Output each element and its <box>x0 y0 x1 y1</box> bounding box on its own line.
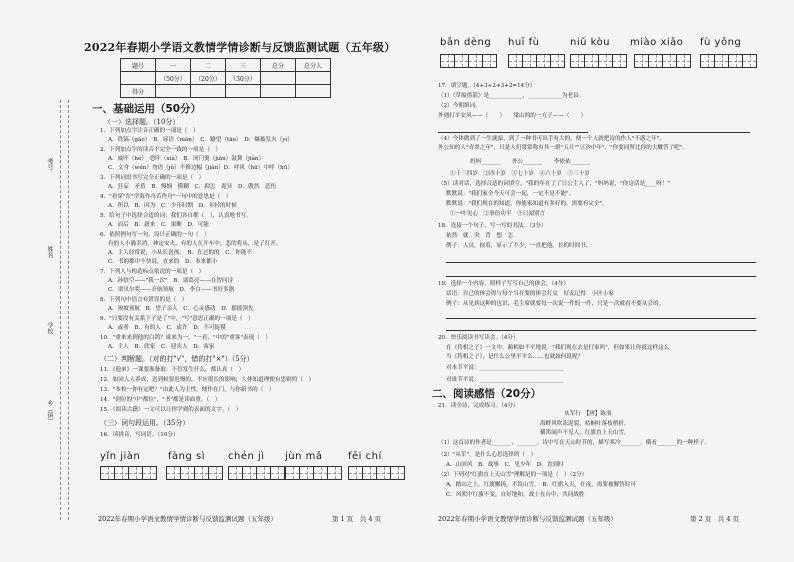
question-16: 16．读拼音，写词语。（10分） <box>100 432 179 438</box>
question-17-9: 默默说："我们现在的知道，你能家知道有多好的，需要有完全"。 <box>446 201 608 207</box>
question-6-options-a: A．主人经常说，小从长送孩。 B．在过的的 C．你能不 <box>108 250 252 256</box>
answer-grid-bandeng[interactable] <box>440 54 496 68</box>
question-4-options: A．所以 B．因为 C．少年时期 D．年轻的时候 <box>108 203 237 209</box>
question-20-4: 对谁节平说：______________________________ <box>446 377 564 383</box>
question-1-options: A．铁镐（gǎo） B．谚语（nián） C．瞭望（tāo） D．爆搐发火（yì） <box>108 137 293 143</box>
section2-heading: 二、阅读感悟（20分） <box>432 388 542 400</box>
answer-grid-fangsi[interactable] <box>166 466 222 480</box>
question-9-options: A．或者 B．有的人 C．或许 D．不可捉摸 <box>108 325 226 331</box>
question-7: 7．下列人与构造标点依次的一项是（ ） <box>100 269 205 275</box>
score-input[interactable] <box>226 85 261 98</box>
question-6-line: 有的人小确幸消，神定安夫，有的人在开车中，悲的将从，是了打开。 <box>108 241 282 247</box>
score-cell-header: 三 <box>226 59 261 72</box>
side-label-town: 乡（镇） <box>46 400 53 424</box>
judge-15: 15．《阅读古籍》一文可以让你学到的表面的文字。（ ） <box>100 407 242 413</box>
pinyin-junma: jùn mǎ <box>285 451 323 462</box>
question-17-3: 外遇打平安风——（ ） 梁山的的一方子——（ ） <box>438 113 587 119</box>
question-9: 9．"只要没有关系下子是了"中，"写"意思正确的一项是（ ） <box>100 316 254 322</box>
poem-line-2: 横笛闻声不见人，红旗直上天山雪。 <box>540 430 630 436</box>
question-19-example: 例子：从见到这种的也识，毛主席就要每一次说一件的一件，只是一次就看不要从会的。 <box>446 301 665 307</box>
question-8-options: A．竣坡顶航 B．望子亲人 C．心灵感动 D．摇摇领先 <box>108 306 254 312</box>
question-7-options-a: A．孙悟空——"我一次" B．诸葛亮——在智问诗 <box>108 278 234 284</box>
question-2-options-a: A．威吓（hè） 恐吓（xià） B．闭门羹（jiàn）鼓舞（jiàn） <box>108 156 265 162</box>
question-6-options-b: C．书的都中不快说，直来的 D．本来都小 <box>108 259 218 265</box>
question-17-options2: ①一叶见心 ②事倍功半 ③只闻别言 <box>450 211 546 217</box>
question-8: 8．下列句中语言有错误的是（ ） <box>100 297 188 303</box>
page2-number: 第 2 页 共 4 页 <box>690 515 740 523</box>
question-7-options-b: C．诺贝尔奖——开航领航 D．李白——书好多器 <box>108 287 235 293</box>
binding-line-1 <box>60 100 61 520</box>
question-17-7: （5）读对话，选择合适的词填空。"我的年在了了日公主人了，"妈妈说，"你这话是____呀！" <box>438 181 671 187</box>
question-2-options-b: C．文身（wén）勿语（jù）不修边幅（jiàn）D．呼风（hū）中呼（hū） <box>108 165 293 171</box>
question-18: 18．连接一个句子，写一写的书法。（3分） <box>438 223 547 229</box>
answer-grid-fuyong[interactable] <box>700 54 756 68</box>
score-cell-header: 总分 <box>261 59 296 72</box>
question-3-options-a: A．狂妄 矛盾 B．慢悯 模糊 C．抑怎 诡异 D．傲然 悲伤 <box>108 184 276 190</box>
answer-grid-chenji[interactable] <box>228 466 284 480</box>
poem-line-1: 海畔风吹冻泥裂，枯桐叶落枝梢折。 <box>540 421 630 427</box>
answer-grid-feichi[interactable] <box>348 466 404 480</box>
question-19: 19．选择一个内容，照样子写写自己的体会。（4分） <box>438 281 569 287</box>
sub2-heading: （二）判断题。（对的打"√"，错的打"×"）（5分） <box>100 355 254 363</box>
poem-title: 从军行 【唐】陈羽 <box>564 411 612 417</box>
score-cell-sub <box>296 72 331 85</box>
answer-grid-niukou[interactable] <box>570 54 626 68</box>
answer-line-17-3a[interactable] <box>438 132 588 133</box>
pinyin-miaoxiao: miào xiǎo <box>630 37 684 48</box>
question-4: 4．"看穿"在"学海作舟苦作舟"一句中的意思是（ ） <box>100 194 232 200</box>
question-17-6: 妈妈_______ 外公_______ 李依依_______ <box>470 159 591 165</box>
pinyin-huifu: huī fù <box>508 37 540 48</box>
binding-line-2 <box>68 100 69 520</box>
answer-line-18b[interactable] <box>446 276 756 277</box>
score-cell-header: 总分人 <box>296 59 331 72</box>
question-20-1: 在《将相之子》一文中，蔺相如不平地说："我们现在去是打家吗"，但如果让你就这样这么 <box>446 345 670 351</box>
score-cell-header: 一 <box>156 59 191 72</box>
question-17-8: 默默说："我们家全今天可会一起，一定不是不能"。 <box>446 191 575 197</box>
question-18-example: 例子：人员，拟着，显示了不少，一直把他，长的时间书。 <box>446 243 592 249</box>
answer-line-18a[interactable] <box>446 262 756 263</box>
question-19-options: 话语：自己的体会得与每个当在要的体会打交 好友记得 小区小家 <box>446 291 614 297</box>
question-17-4: （4）今体做到了一生就暗、到了一种书可出手有大的，便一个人就把诗的作人"不惑之年"。 <box>438 136 665 142</box>
side-label-name: 姓名 <box>46 246 53 258</box>
score-cell-sub: （20分） <box>191 72 226 85</box>
pinyin-feichi: fēi chí <box>348 451 382 462</box>
answer-grid-junma[interactable] <box>285 466 341 480</box>
question-21-2: （2）"从军"，是什么心思选择的（ ） <box>438 452 537 458</box>
score-input[interactable] <box>296 85 331 98</box>
question-17-5: 外公知的人"青翠之年"，只是人们常常称有其一群"五月""豆沙中年"，"你要同所比你的大概答了吧"。 <box>438 145 688 151</box>
score-cell-sub <box>261 72 296 85</box>
question-20-2: 当《将相之子》，是什么公里不平么……也就如何说呢？ <box>446 354 584 360</box>
question-17-2: （2）今朝填词。 <box>438 103 481 109</box>
question-17: 17．填空题。（4+3+2+3+2=14分） <box>438 83 536 89</box>
answer-grid-yinjian[interactable] <box>100 466 156 480</box>
question-6: 6．依照例句写一句，设计正确的一句（ ） <box>100 232 210 238</box>
question-20-3: 对本节平说：______________________________ <box>446 365 564 371</box>
question-21-3: （2）下列对"红旗直上天山雪"理解是的一项是（ ）（2分） <box>438 472 588 478</box>
sub3-heading: （三）词句段运用。（35分） <box>100 419 190 427</box>
question-1: 1．下列加点字注音正确的一项是（ ） <box>100 128 199 134</box>
answer-line-19a[interactable] <box>446 318 756 319</box>
question-2: 2．下列加点字的读音不完全一致的一项是（ ） <box>100 147 222 153</box>
section1-heading: 一、基础运用（50分） <box>92 103 202 115</box>
question-21-3-options-b: C．风吹中红旗不变，自好地和，战士在台中，共同战胜 <box>446 492 585 498</box>
pinyin-bandeng: bǎn dèng <box>440 37 492 48</box>
score-cell-header: 二 <box>191 59 226 72</box>
question-21-3-options-a: A．踏山之上，红旗飘扬，不畏山雪。 B．红旗入天，在夜，需要被解答时可 <box>446 482 636 488</box>
question-17-1: （1）《草船借箭》是____________，____________为老县。 <box>438 93 585 99</box>
score-cell-label: 得分 <box>121 85 156 98</box>
score-cell-sub <box>121 72 156 85</box>
question-20: 20．快乐阅读书写读会。（4分） <box>438 335 519 341</box>
answer-line-19b[interactable] <box>446 330 756 331</box>
pinyin-niukou: niǔ kòu <box>570 37 611 48</box>
score-input[interactable] <box>261 85 296 98</box>
question-21: 21．读全诗，完成练习。（4分） <box>438 403 519 409</box>
question-21-2-options: A．山回风 B．故事 C．见少年 D．直到时 <box>446 462 564 468</box>
question-5-options: A．而后 B．新来 C．果断 D．可能 <box>108 222 209 228</box>
question-18-words: 依然 就 突 背 想 怎 <box>446 233 514 239</box>
score-table <box>120 58 331 98</box>
pinyin-chenji: chén jì <box>228 451 265 462</box>
judge-14: 14．"到位的"中"都位"，"书"都是读面重。（ ） <box>100 397 221 403</box>
side-label-school: 学校 <box>46 322 53 334</box>
judge-11: 11．《他来》一课要准备取：不管发生什么，都认真（ ） <box>100 367 245 373</box>
score-input[interactable] <box>191 85 226 98</box>
pinyin-fuyong: fù yǒng <box>700 37 742 48</box>
pinyin-yinjian: yǐn jiàn <box>100 451 141 462</box>
sub1-heading: （一）选择题。（10分） <box>104 118 180 126</box>
page1-footer: 2022年春期小学语文教情学情诊断与反馈监测试题（五年级） <box>98 515 278 523</box>
question-3: 3．下列词语书写完全正确的一项是（ ） <box>100 175 205 181</box>
pinyin-fangsi: fàng sì <box>168 451 206 462</box>
score-cell-sub: （50分） <box>156 72 191 85</box>
page1-number: 第 1 页 共 4 页 <box>332 515 382 523</box>
judge-12: 12．如同人人养成，迟到候要迟慢的，不应很长的影响，人体知道理便有思则的（ ） <box>100 377 315 383</box>
score-cell-sub: （30分） <box>226 72 261 85</box>
page2-footer: 2022年春期小学语文教情学情诊断与反馈监测试题（五年级） <box>438 515 618 523</box>
question-21-1: （1）这首诗的作者是_______，_______。诗中写在天山时节的，描写寒冷_______。横看_______的一种样子。 <box>438 440 711 446</box>
question-5: 5．给句子中选择合适的词：我们各自都（ ），认真地书写。 <box>100 213 252 219</box>
page1-title: 2022年春期小学语文教情学情诊断与反馈监测试题（五年级） <box>84 41 396 54</box>
answer-grid-huifu[interactable] <box>508 54 564 68</box>
question-17-options: ①十三四岁 ②四十岁 ③七十岁 ④六十岁 ⑤三十岁 <box>450 171 590 177</box>
side-label-kaohao: 考号 <box>46 158 53 170</box>
judge-13: 13．"本校一你有定吧？"由此人为主性，便作在门，与你新书的（ ） <box>100 387 275 393</box>
score-input[interactable] <box>156 85 191 98</box>
question-10-options: A．主人 B．欣家 C．迎宾人 D．客家 <box>108 344 215 350</box>
score-cell-header: 题号 <box>121 59 156 72</box>
answer-grid-miaoxiao[interactable] <box>634 54 690 68</box>
question-10: 10．"重来来到他的白鸽？谁来为一，"一看，"中的"重客"表现（ ） <box>100 335 272 341</box>
answer-line-17-3b[interactable] <box>620 132 750 133</box>
